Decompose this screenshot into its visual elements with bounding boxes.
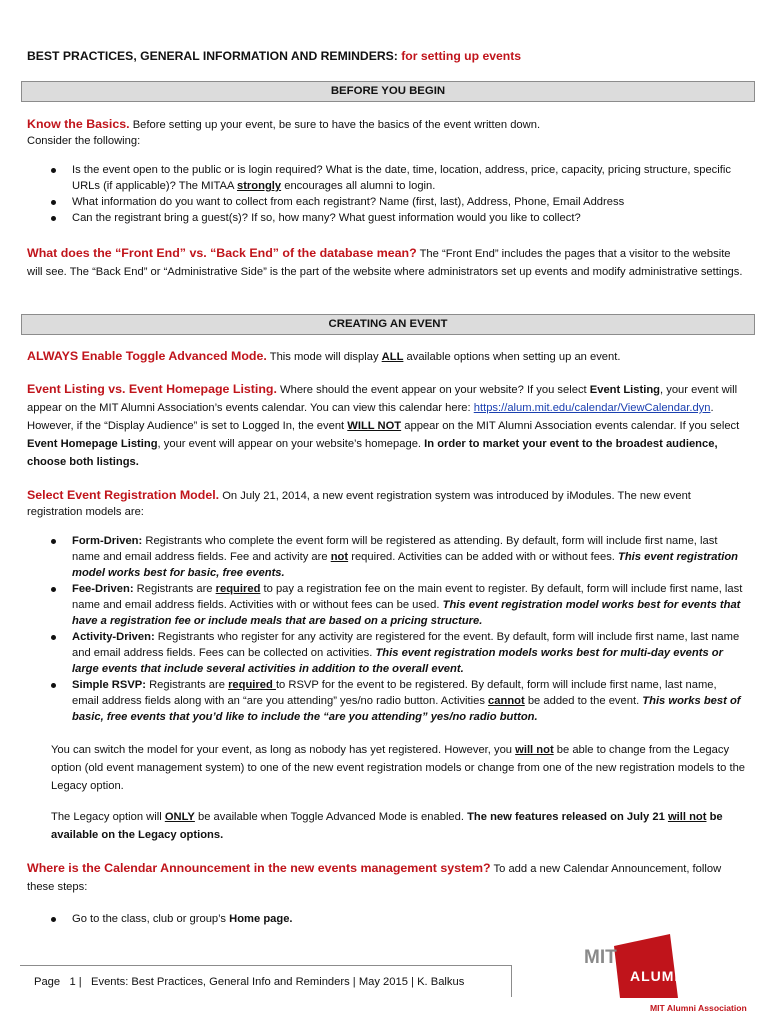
section-header-before: BEFORE YOU BEGIN xyxy=(21,81,755,102)
toggle-all: ALL xyxy=(381,351,404,363)
list-item xyxy=(51,210,745,226)
basics-item-text: Can the registrant bring a guest(s)? If so, how many? What guest information would you like to collect? xyxy=(72,212,581,224)
step-home-page: Home page. xyxy=(229,913,293,925)
legacy-text-end: be available on the Legacy options. xyxy=(51,811,723,841)
listing-text-2: , your event will appear on the MIT Alumni Association’s events calendar. You can view this calendar here: xyxy=(27,384,738,414)
list-item xyxy=(51,629,745,677)
registration-models-list xyxy=(51,533,745,725)
registration-intro: On July 21, 2014, a new event registration system was introduced by iModules. The new event registration models are: xyxy=(27,490,691,518)
front-end-paragraph xyxy=(27,244,747,281)
model-emphasis: not xyxy=(330,551,349,563)
front-end-heading: What does the “Front End” vs. “Back End” of the database mean? xyxy=(27,246,417,260)
list-item xyxy=(51,677,745,725)
basics-list xyxy=(51,162,745,226)
model-text: required. Activities can be added with or without fees. xyxy=(348,551,619,563)
model-text: Registrants are xyxy=(133,583,216,595)
model-recommendation: This works best of basic, free events that you’d like to include the “are you attending” yes/no radio button. xyxy=(72,695,741,723)
calendar-paragraph xyxy=(27,859,747,896)
logo-association-text: MIT Alumni Association xyxy=(650,1003,747,1013)
step-text: Go to the class, club or group’s xyxy=(72,913,230,925)
model-recommendation: This event registration model works best for events that have a registration fee or include meals that are based on a pricing structure. xyxy=(72,599,741,627)
model-text: to pay a registration fee on the main event to register. By default, form will include first name, last name and email address fields. Activities with or without fees can be used. xyxy=(72,583,743,611)
calendar-text: To add a new Calendar Announcement, follow these steps: xyxy=(27,863,722,893)
strongly-word: strongly xyxy=(236,180,282,192)
model-text: Registrants who register for any activity are registered for the event. By default, form will include first name, last name and email address fields. Fees can be collected on activities. xyxy=(72,631,740,659)
model-label: Form-Driven: xyxy=(72,535,143,547)
toggle-text: This mode will display xyxy=(266,351,382,363)
listing-text: Where should the event appear on your website? If you select xyxy=(276,384,590,396)
section-header-creating: CREATING AN EVENT xyxy=(21,314,755,335)
list-item xyxy=(51,581,745,629)
list-item xyxy=(51,911,745,927)
model-recommendation: This event registration models works best for multi-day events or large events that include several activities in addition to the overall event. xyxy=(72,647,723,675)
know-basics-text: Before setting up your event, be sure to have the basics of the event written down. xyxy=(129,119,541,131)
will-not-term: WILL NOT xyxy=(347,420,402,432)
know-basics-paragraph xyxy=(27,116,747,149)
model-label: Activity-Driven: xyxy=(72,631,155,643)
switch-text: You can switch the model for your event, as long as nobody has yet registered. However, you xyxy=(51,744,516,756)
model-emphasis: required xyxy=(228,679,276,691)
basics-item-text: What information do you want to collect from each registrant? Name (first, last), Address, Phone, Email Address xyxy=(72,196,625,208)
calendar-heading: Where is the Calendar Announcement in the new events management system? xyxy=(27,861,491,875)
model-text: Registrants who complete the event form will be registered as attending. By default, form will include first name, last name and email address fields. Fee and activity are xyxy=(72,535,718,563)
registration-heading: Select Event Registration Model. xyxy=(27,488,220,502)
listing-text-5: , your event will appear on your website’s homepage. xyxy=(157,438,425,450)
know-basics-heading: Know the Basics. xyxy=(27,117,130,131)
switch-text-end: be able to change from the Legacy option (old event management system) to one of the new event registration models or change from one of the new registration models to the Legacy option. xyxy=(51,744,746,792)
model-text: be added to the event. xyxy=(524,695,643,707)
model-emphasis: cannot xyxy=(488,695,525,707)
model-text: Registrants are xyxy=(145,679,229,691)
toggle-text-end: available options when setting up an event. xyxy=(403,351,621,363)
basics-item-text: Is the event open to the public or is login required? What is the date, time, location, address, price, capacity, pricing structure, specific URLs (if applicable)? The MITAA xyxy=(72,164,731,192)
registration-paragraph xyxy=(27,487,747,520)
calendar-link[interactable]: https://alum.mit.edu/calendar/ViewCalendar.dyn xyxy=(473,402,711,414)
list-item xyxy=(51,194,745,210)
model-text: to RSVP for the event to be registered. By default, form will include first name, last name, email address fields along with an “are you attending” yes/no radio button. Activities xyxy=(72,679,717,707)
legacy-will-not: will not xyxy=(667,811,707,823)
list-item xyxy=(51,533,745,581)
listing-advice: In order to market your event to the broadest audience, choose both listings. xyxy=(27,438,718,468)
logo-mit-text: MIT xyxy=(584,947,617,968)
logo-alumni-text: ALUMNI xyxy=(630,968,691,984)
footer-text: Page 1 | Events: Best Practices, General Info and Reminders | May 2015 | K. Balkus xyxy=(34,976,465,988)
document-title xyxy=(27,48,521,64)
model-label: Simple RSVP: xyxy=(72,679,146,691)
legacy-only: ONLY xyxy=(164,811,195,823)
legacy-new-features: The new features released on July 21 xyxy=(467,811,668,823)
mit-alumni-logo xyxy=(566,932,752,1018)
model-label: Fee-Driven: xyxy=(72,583,134,595)
model-recommendation: This event registration model works best for basic, free events. xyxy=(72,551,738,579)
basics-item-text-end: encourages all alumni to login. xyxy=(281,180,436,192)
title-main: BEST PRACTICES, GENERAL INFORMATION AND REMINDERS: xyxy=(27,49,402,63)
model-emphasis: required xyxy=(215,583,261,595)
event-listing-term: Event Listing xyxy=(589,384,661,396)
listing-heading: Event Listing vs. Event Homepage Listing. xyxy=(27,382,277,396)
switch-will-not: will not xyxy=(515,744,554,756)
calendar-steps-list xyxy=(51,911,745,927)
know-basics-consider: Consider the following: xyxy=(27,135,141,147)
title-accent: for setting up events xyxy=(401,49,522,63)
toggle-paragraph xyxy=(27,347,747,366)
page-footer xyxy=(20,965,512,997)
listing-paragraph xyxy=(27,380,747,471)
switch-model-paragraph xyxy=(51,741,747,795)
list-item xyxy=(51,162,745,194)
front-end-text: The “Front End” includes the pages that a visitor to the website will see. The “Back End” or “Administrative Side” is the part of the website where administrators set up events and modify administrative settings. xyxy=(27,248,743,278)
homepage-listing-term: Event Homepage Listing xyxy=(27,438,158,450)
legacy-text-2: be available when Toggle Advanced Mode is enabled. xyxy=(194,811,468,823)
legacy-text: The Legacy option will xyxy=(51,811,165,823)
toggle-heading: ALWAYS Enable Toggle Advanced Mode. xyxy=(27,349,267,363)
legacy-paragraph xyxy=(51,808,747,844)
listing-text-4: appear on the MIT Alumni Association events calendar. If you select xyxy=(401,420,740,432)
listing-text-3: . However, if the “Display Audience” is set to Logged In, the event xyxy=(27,402,714,432)
